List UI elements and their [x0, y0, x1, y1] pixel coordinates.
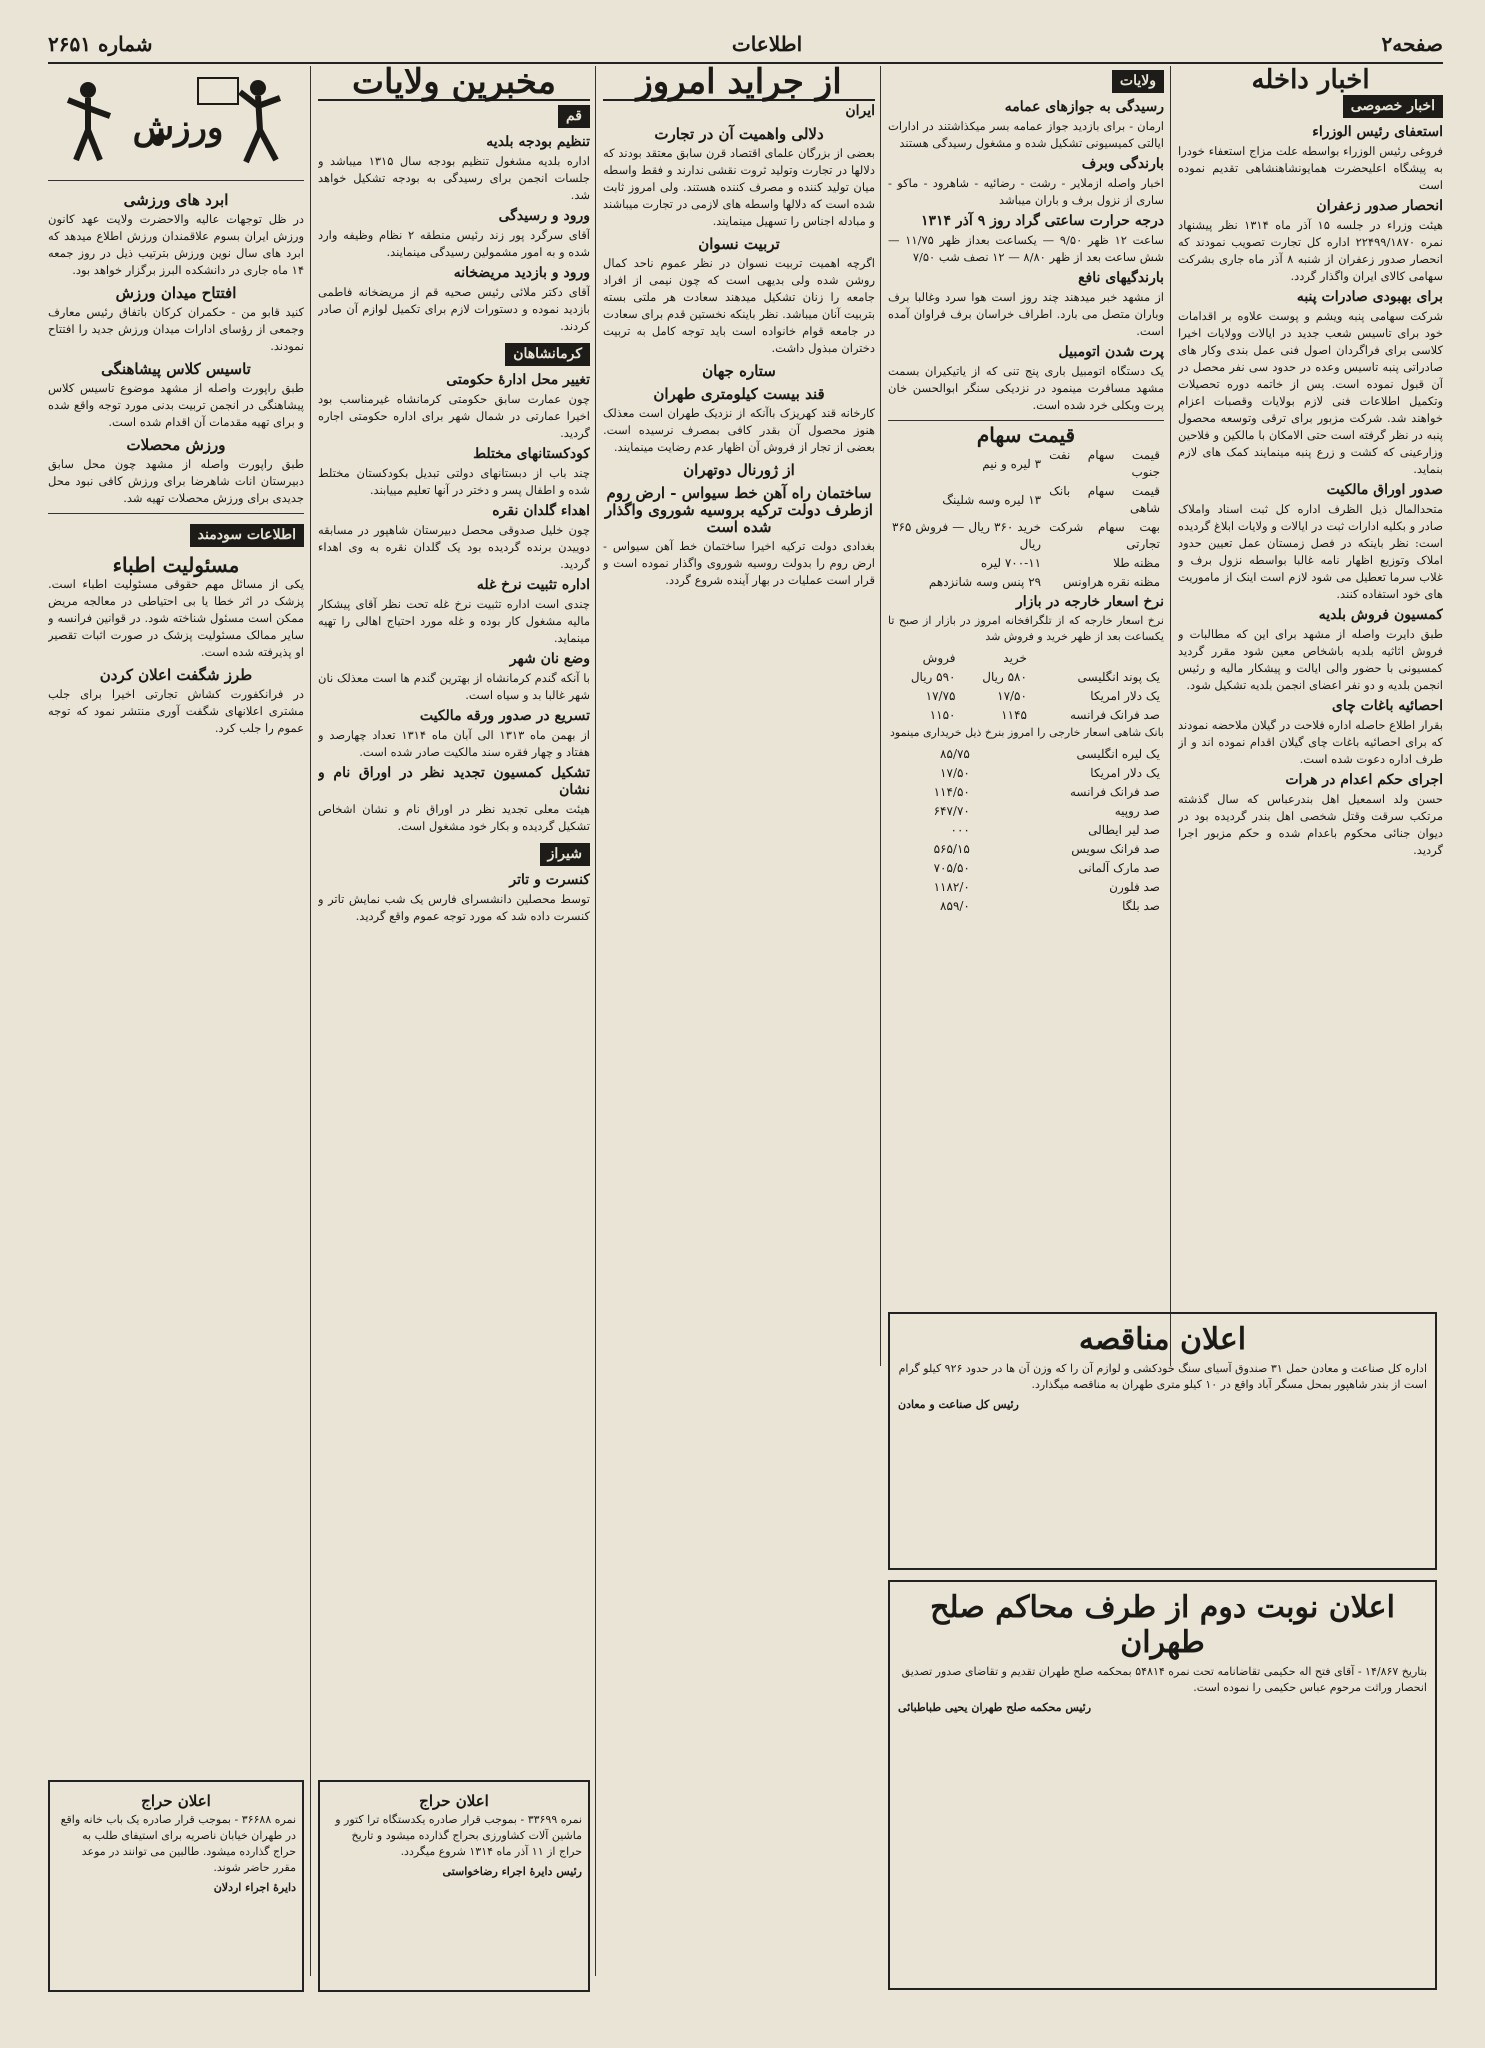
section-title: ولایات: [1112, 70, 1164, 93]
article: [888, 99, 1164, 152]
article: [318, 372, 590, 442]
bank-note: بانک شاهی اسعار خارجی را امروز بنرخ ذیل خریداری مینمود: [889, 726, 1164, 739]
article-body: اگرچه اهمیت تربیت نسوان در نظر عموم ناحد کمال روشن شده ولی بدیهی است که چون نیمی از افراد جامعه را زنان تشکیل میدهند سعادت هر ملتی بسته بتربیت آنان میباشد. نظر باینکه نخستین قدم برای سعادت در جامعه قوام خانواده است باید توجه کامل به تربیت دختران مبذول داشت.: [603, 256, 875, 355]
useful-info-title: اطلاعات سودمند: [190, 524, 304, 547]
source-label: ایران: [845, 103, 875, 119]
press-review-banner: از جراید امروز: [603, 66, 875, 101]
article: [603, 126, 875, 230]
article: [888, 270, 1164, 340]
article-headline: ابرد های ورزشی: [123, 191, 229, 209]
table-row: [888, 573, 1164, 592]
table-cell: ۵۸۰ ریال: [982, 670, 1027, 684]
article-body: با آنکه گندم کرمانشاه از بهترین گندم ها است معذلک نان شهر غالبا بد و سیاه است.: [318, 671, 590, 702]
column-header: خرید: [1003, 651, 1027, 665]
article-headline: افتتاح میدان ورزش: [115, 284, 237, 302]
article-body: بعضی از بزرگان علمای اقتصاد قرن سابق معتقد بودند که دلالها در تجارت وتولید ثروت نقشی ندارند و فقط واسطه میان تولید کننده و مصرف کننده هستند. ولی امروز ثابت شده است که دلالها واسطه های لازمی در تجارت میباشند و مبادله اجناس را تسهیل مینمایند.: [603, 146, 875, 228]
fx-note: نرخ اسعار خارجه که از تلگرافخانه امروز در بازار از صبح تا یکساعت بعد از ظهر خرید و فروش شد: [888, 614, 1164, 643]
column-rule: [880, 66, 881, 1366]
table-row: [888, 706, 1164, 725]
table-row: [888, 878, 1164, 897]
paper-name: اطلاعات: [731, 32, 803, 56]
article: [318, 446, 590, 499]
table-cell: ۸۵۹/۰: [940, 899, 970, 913]
table-cell: صد فرانک فرانسه: [1069, 785, 1160, 799]
article: [318, 134, 590, 204]
article-headline: استعفای رئیس الوزراء: [1312, 124, 1443, 140]
table-row: [888, 518, 1164, 554]
article-body: متحدالمال ذیل الظرف اداره کل ثبت اسناد واملاک صادر و بکلیه ادارات ثبت در ایالات و ولایات ابلاغ گردیده است: نظر باینکه در فصل زمستان عمل تعیین حدود املاک وتوزیع اظهار نامه غالبا بواسطه نزول برف و غلاب سرما تعطیل می شود لازم است اینک از ماموریت های خود استفاده کنند.: [1178, 502, 1443, 601]
article: [318, 265, 590, 335]
fx-title: نرخ اسعار خارجه در بازار: [1016, 594, 1164, 610]
article: [1178, 772, 1443, 859]
article: [318, 208, 590, 261]
article-body: چون عمارت سابق حکومتی کرمانشاه غیرمناسب بود اخیرا عمارتی در شمال شهر برای اداره حکومتی اجاره گردید.: [318, 392, 590, 440]
article-body: هیئت معلی تجدید نظر در اوراق نام و نشان اشخاص تشکیل گردیده و بکار خود مشغول است.: [318, 802, 590, 833]
article-body: ارمان - برای بازدید جواز عمامه بسر میکذاشتند در ادارات ایالتی کمیسیونی تشکیل شده و مشغول رسیدگی هستند: [888, 119, 1164, 150]
article-body: چون خلیل صدوقی محصل دبیرستان شاهپور در مسابقه دوییدن برنده گردیده بود یک گلدان نقره به وی اهداء گردید.: [318, 523, 590, 571]
table-cell: یک پوند انگلیسی: [1077, 670, 1160, 684]
article-headline: انحصار صدور زعفران: [1316, 198, 1443, 214]
table-row: [888, 687, 1164, 706]
stocks-table: [888, 446, 1164, 592]
tender-ad: [888, 1312, 1437, 1570]
article: [48, 361, 304, 431]
article-headline: مسئولیت اطباء: [112, 553, 240, 577]
table-cell: ۷۰۵/۵۰: [933, 861, 970, 875]
article-headline: ورود و رسیدگی: [498, 208, 590, 224]
page-label: صفحه۲: [1381, 32, 1443, 56]
article: [318, 651, 590, 704]
auction-signature: دایرهٔ اجراء اردلان: [213, 1881, 296, 1894]
article: [888, 156, 1164, 209]
article-body: بغدادی دولت ترکیه اخیرا ساختمان خط آهن سیواس - ارض روم را بدولت روسیه شوروی واگذار نموده است و قرار است عملیات در بهار آینده شروع گردد.: [603, 539, 875, 587]
article-headline: بارندگی وبرف: [1081, 156, 1164, 172]
article-headline: اجرای حکم اعدام در هرات: [1285, 772, 1443, 788]
table-row: [888, 482, 1164, 518]
table-cell: ۱۷/۵۰: [940, 766, 970, 780]
stock-name: قیمت سهام نفت جنوب: [1049, 448, 1160, 479]
article-headline: تشکیل کمسیون تجدید نظر در اوراق نام و نشان: [318, 765, 590, 798]
table-cell: صد فرانک سویس: [1071, 842, 1160, 856]
tender-title: اعلان مناقصه: [1078, 1322, 1247, 1357]
stock-name: مظنه طلا: [1113, 556, 1160, 570]
column-press-review: [603, 66, 875, 1906]
table-row: [888, 668, 1164, 687]
article: [888, 213, 1164, 266]
article-headline: صدور اوراق مالکیت: [1326, 482, 1443, 498]
table-cell: ۱۱۴/۵۰: [933, 785, 970, 799]
table-row: [888, 802, 1164, 821]
article-body: بقرار اطلاع حاصله اداره فلاحت در گیلان ملاحضه نمودند که برای احصائیه باغات چای گیلان اقدام نموده اند و از طرف اداره دعوت شده است.: [1178, 718, 1443, 766]
stock-value: ۷۰۰-۱۱ لیره: [980, 556, 1042, 570]
article-body: هیئت وزراء در جلسه ۱۵ آذر ماه ۱۳۱۴ نظر پیشنهاد نمره ۲۲۴۹۹/۱۸۷۰ اداره کل تجارت تصویب نمودند که انحصار صدور زعفران از شنبه ۸ آذر ماه جاری بشرکت سهامی کالای ایران واگذار گردد.: [1178, 218, 1443, 283]
article-headline: ساختمان راه آهن خط سیواس - ارض روم ازطرف دولت ترکیه بروسیه شوروی واگذار شده است: [605, 484, 873, 536]
article: [318, 503, 590, 573]
article: [603, 485, 875, 589]
section-subtitle: اخبار خصوصی: [1343, 95, 1443, 118]
table-row: [888, 764, 1164, 783]
table-row: [888, 745, 1164, 764]
auction-title: اعلان حراج: [419, 1792, 489, 1810]
court-notice-title: اعلان نوبت دوم از طرف محاکم صلح طهران: [930, 1590, 1395, 1660]
auction-signature: رئیس دایرهٔ اجراء رضاخواستی: [442, 1865, 582, 1878]
court-notice: [888, 1580, 1437, 1990]
table-cell: صد بلگا: [1122, 899, 1160, 913]
bank-rates-table: [888, 745, 1164, 916]
article-headline: کمسیون فروش بلدیه: [1318, 607, 1443, 623]
auction-text: نمره ۳۳۶۹۹ - بموجب قرار صادره یکدستگاه ترا کتور و ماشین آلات کشاورزی بحراج گذارده میشود و تاریخ حراج از ۱۱ آذر ماه ۱۳۱۴ شروع میگردد.: [335, 1813, 582, 1858]
table-cell: یک دلار امریکا: [1090, 766, 1160, 780]
table-row: [888, 821, 1164, 840]
auction-ad: [318, 1780, 590, 1992]
article: [603, 236, 875, 357]
article-headline: پرت شدن اتومبیل: [1058, 344, 1164, 360]
table-cell: ۱۱۴۵: [1001, 708, 1027, 722]
article-body: چندی است اداره تثبیت نرخ غله تحت نظر آقای پیشکار مالیه مشغول کار بوده و غله مورد احتیاج اهالی را تهیه مینماید.: [318, 597, 590, 645]
article-body: در ظل توجهات عالیه والاحضرت ولایت عهد کانون ورزش ایران بسوم علاقمندان ورزش اطلاع میدهد که ابرد های سال نوین ورزش بترتیب ذیل در روز جمعه ۱۴ ماه جاری در دانشکده البرز برگزار خواهد بود.: [48, 212, 304, 277]
article-body: اداره بلدیه مشغول تنظیم بودجه سال ۱۳۱۵ میباشد و جلسات انجمن برای رسیدگی به بودجه تشکیل خواهد شد.: [318, 154, 590, 202]
article-body: فروغی رئیس الوزراء بواسطه علت مزاج استعفاء خودرا به پیشگاه اعلیحضرت همایونشاهنشاهی تقدیم نموده است: [1178, 144, 1443, 192]
article-headline: رسیدگی به جوازهای عمامه: [1004, 99, 1164, 115]
article-headline: درجه حرارت ساعتی گراد روز ۹ آذر ۱۳۱۴: [920, 213, 1164, 229]
article-body: از مشهد خبر میدهند چند روز است هوا سرد وغالبا برف وباران متصل می بارد. اطراف خراسان برف فراوان آمده است.: [888, 290, 1164, 338]
table-row: [888, 840, 1164, 859]
article-headline: اداره تثبیت نرخ غله: [476, 577, 590, 593]
table-cell: ۵۹۰ ریال: [910, 670, 956, 684]
table-cell: ۰۰۰: [950, 823, 970, 837]
court-notice-text: بتاریخ ۱۴/۸۶۷ - آقای فتح اله حکیمی تقاضانامه تحت نمره ۵۴۸۱۴ بمحکمه صلح طهران تقدیم و تقاضای صدور تصدیق انحصار وراثت مرحوم عباس حکیمی را نموده است.: [901, 1665, 1427, 1694]
article: [1178, 698, 1443, 768]
article-body: آقای سرگرد پور زند رئیس منطقه ۲ نظام وظیفه وارد شده و به امور مشمولین رسیدگی مینمایند.: [318, 228, 590, 259]
article-headline: دلالی واهمیت آن در تجارت: [654, 125, 824, 143]
stock-value: ۱۳ لیره وسه شلینگ: [942, 492, 1042, 507]
article: [1178, 482, 1443, 603]
article: [603, 363, 875, 380]
article-body: کارخانه قند کهریزک باآنکه از نزدیک طهران است معذلک هنوز محصول آن بقدر کافی بمصرف نرسیده است. بعضی از تجار از فروش آن اظهار عدم رضایت مینمایند.: [603, 406, 875, 454]
column-rule: [310, 66, 311, 1976]
section-title: اخبار داخله: [1251, 66, 1370, 95]
table-cell: ۱۷/۷۵: [925, 689, 956, 703]
article-headline: قند بیست کیلومتری طهران: [653, 385, 825, 403]
column-rule: [1170, 66, 1171, 1366]
table-cell: ۵۶۵/۱۵: [933, 842, 970, 856]
article: [318, 765, 590, 835]
article-headline: تغییر محل ادارهٔ حکومتی: [446, 372, 590, 388]
table-cell: صد فلورن: [1109, 880, 1160, 894]
table-cell: یک لیره انگلیسی: [1076, 747, 1160, 761]
column-provinces-markets: [888, 66, 1164, 1296]
masthead: [48, 26, 1443, 64]
table-cell: صد مارک آلمانی: [1078, 861, 1160, 875]
correspondents-banner: مخبرین ولایات: [318, 66, 590, 101]
stocks-title: قیمت سهام: [976, 423, 1076, 447]
article-body: کنید قابو من - حکمران کرکان باتفاق رئیس معارف وجمعی از رؤسای ادارات میدان ورزش جدید را افتتاح نمودند.: [48, 305, 304, 353]
table-row: [888, 446, 1164, 482]
article-headline: اهداء گلدان نقره: [492, 503, 590, 519]
city-label: شیراز: [540, 843, 590, 866]
stock-name: بهت سهام شرکت تجارتی: [1049, 520, 1160, 551]
table-cell: ۱۱۵۰: [929, 708, 956, 722]
article-headline: تنظیم بودجه بلدیه: [486, 134, 590, 150]
column-provincial-correspondents: [318, 66, 590, 1766]
article-headline: کنسرت و تاتر: [509, 872, 590, 888]
column-rule: [595, 66, 596, 1976]
article-headline: ورود و بازدید مریضخانه: [453, 265, 590, 281]
article-headline: تسریع در صدور ورقه مالکیت: [419, 708, 590, 724]
article: [48, 437, 304, 507]
article-body: حسن ولد اسمعیل اهل بندرعباس که سال گذشته مرتکب سرقت وقتل شخصی اهل بندر گردیده بود در دیوان جنائی محکوم باعدام شده و حکم مزبور اجرا گردید.: [1178, 792, 1443, 857]
table-cell: صد روپیه: [1114, 804, 1160, 818]
article-headline: از ژورنال دوتهران: [683, 461, 795, 479]
auction-ad: [48, 1780, 304, 1992]
issue-number: شماره ۲۶۵۱: [48, 32, 153, 56]
article: [318, 708, 590, 761]
article: [603, 462, 875, 479]
table-row: [888, 897, 1164, 916]
table-row: [888, 554, 1164, 573]
article-body: طبق راپورت واصله از مشهد موضوع تاسیس کلاس پیشاهنگی در انجمن تربیت بدنی مورد توجه واقع شده و برای تهیه مقدمات آن اقدام شده است.: [48, 381, 304, 429]
article-headline: وضع نان شهر: [509, 651, 590, 667]
article: [603, 386, 875, 456]
article-headline: ورزش محصلات: [126, 436, 226, 454]
stock-name: قیمت سهام بانک شاهی: [1049, 484, 1160, 515]
article: [1178, 124, 1443, 194]
stock-value: ۲۹ پنس وسه شانزدهم: [928, 575, 1042, 589]
article-headline: بارندگیهای نافع: [1078, 270, 1164, 286]
column-header: فروش: [922, 651, 956, 665]
stock-value: ۳ لیره و نیم: [982, 456, 1042, 471]
article-body: یک دستگاه اتومبیل باری پنج تنی که از یاتیکیران بسمت مشهد مسافرت مینمود در نزدیکی سنگر ابوالحسن خان پرت وبکلی خرد شده است.: [888, 364, 1164, 412]
article-body: آقای دکتر ملائی رئیس صحیه قم از مریضخانه فاطمی بازدید نموده و دستورات لازم برای تکمیل لوازم آن صادر کردند.: [318, 285, 590, 333]
article-body: طبق دایرت واصله از مشهد برای این که مطالبات و فروش اثاثیه بلدیه باشخاص معین شود مقرر گردید کمسیونی با حضور والی ایالت و پیشکار مالیه و رئیس انجمن بلدیه و دو نفر اعضای انجمن بلدیه تشکیل شود.: [1178, 627, 1443, 692]
stock-name: مظنه نقره هراونس: [1063, 575, 1160, 589]
tender-text: اداره کل صناعت و معادن حمل ۳۱ صندوق آسیای سنگ خودکشی و لوازم آن را که وزن آن ها در حدود ۹۲۶ کیلو گرام است از بندر شاهپور بمحل مسگر آباد واقع در ۱۰ کیلو متری طهران به مناقصه میگذارد.: [898, 1362, 1427, 1391]
article-body: شرکت سهامی پنبه ویشم و پوست علاوه بر اقدامات خود برای تاسیس شعب جدید در ایالات وولایات اخیرا کلاسی برای فراگردان اصول فنی عمل بندی وکار های صادراتی پنبه تاسیس وعده در حدود سی نفر محصل در آن قبول نموده است. پس از خاتمه دوره تحصیلات وتکمیل اطلاعات فنی لازم بولایات وقصبات اعزام خواهند شد. شرکت مزبور برای ترقی وتوسعه محصول پنبه در نظر گرفته است حتی الامکان با مالکین و فلاحین وزارعینی که کشت و زرع پنبه مینمایند کمک های لازم بنماید.: [1178, 309, 1443, 476]
tender-signature: رئیس کل صناعت و معادن: [898, 1398, 1019, 1411]
article-body: یکی از مسائل مهم حقوقی مسئولیت اطباء است. پزشک در اثر خطا یا بی احتیاطی در معالجه مریض ممکن است مسئول شناخته شود. در قوانین فرانسه و سایر ممالک مسئولیت پزشک در صورت اثبات تقصیر او پذیرفته شده است.: [48, 577, 304, 659]
article-body: چند باب از دبستانهای دولتی تبدیل بکودکستان مختلط شده و اطفال پسر و دختر در آنها تعلیم مییابند.: [318, 466, 590, 497]
city-label: کرمانشاهان: [505, 343, 590, 366]
article: [318, 872, 590, 925]
table-header-row: [888, 649, 1164, 668]
article: [1178, 607, 1443, 694]
sport-header: [48, 70, 304, 181]
article-headline: احصائیه باغات چای: [1331, 698, 1443, 714]
article-body: ساعت ۱۲ ظهر ۹/۵۰ — یکساعت بعداز ظهر ۱۱/۷۵ — شش ساعت بعد از ظهر ۸/۸۰ — ۱۲ نصف شب ۷/۵۰: [888, 233, 1164, 264]
article-headline: ستاره جهان: [702, 362, 776, 380]
article-headline: تربیت نسوان: [698, 235, 780, 253]
sport-title: ورزش: [132, 108, 224, 148]
article: [48, 285, 304, 355]
article: [1178, 289, 1443, 478]
article: [318, 577, 590, 647]
table-cell: ۶۴۷/۷۰: [933, 804, 970, 818]
table-cell: ۱۷/۵۰: [997, 689, 1027, 703]
article-body: توسط محصلین دانشسرای فارس یک شب نمایش تاتر و کنسرت داده شد که مورد توجه عموم واقع گردید.: [318, 892, 590, 923]
article-body: اخبار واصله ازملایر - رشت - رضائیه - شاهرود - ماکو - ساری از نزول برف و باران میباشد: [888, 176, 1164, 207]
table-cell: صد لیر ایطالی: [1088, 823, 1160, 837]
auction-text: نمره ۳۶۶۸۸ - بموجب قرار صادره یک باب خانه واقع در طهران خیابان ناصریه برای استیفای طلب به حراج گذارده میشود. طالبین می توانند در موعد مقرر حاضر شوند.: [60, 1813, 296, 1874]
article-headline: تاسیس کلاس پیشاهنگی: [101, 360, 251, 378]
table-cell: ۱۱۸۲/۰: [933, 880, 970, 894]
article-body: در فرانکفورت کشاش تجارتی اخیرا برای جلب مشتری اعلانهای شگفت آوری منتشر نمود که توجه عموم را جلب کرد.: [48, 687, 304, 735]
auction-title: اعلان حراج: [141, 1792, 211, 1810]
article: [888, 344, 1164, 414]
column-sport-useful: [48, 186, 304, 1786]
city-label: قم: [558, 105, 590, 128]
article-body: از بهمن ماه ۱۳۱۳ الی آبان ماه ۱۳۱۴ تعداد چهارصد و هفتاد و چهار فقره سند مالکیت صادر شده است.: [318, 728, 590, 759]
article: [1178, 198, 1443, 285]
table-row: [888, 783, 1164, 802]
court-notice-signature: رئیس محکمه صلح طهران یحیی طباطبائی: [898, 1701, 1092, 1714]
table-cell: ۸۵/۷۵: [940, 747, 970, 761]
article-body: طبق راپورت واصله از مشهد چون محل سابق دبیرستان انات شاهرضا برای ورزش کافی نبود محل جدیدی برای ورزش محصلات تهیه شد.: [48, 457, 304, 505]
article: [48, 192, 304, 279]
stock-value: خرید ۳۶۰ ریال — فروش ۳۶۵ ریال: [892, 520, 1042, 551]
article-headline: طرز شگفت اعلان کردن: [99, 666, 253, 684]
table-row: [888, 859, 1164, 878]
article-headline: کودکستانهای مختلط: [473, 446, 590, 462]
fx-table: [888, 649, 1164, 725]
table-cell: صد فرانک فرانسه: [1069, 708, 1160, 722]
column-domestic-news: [1178, 66, 1443, 1296]
table-cell: یک دلار امریکا: [1090, 689, 1160, 703]
article-headline: برای بهبودی صادرات پنبه: [1296, 289, 1443, 305]
